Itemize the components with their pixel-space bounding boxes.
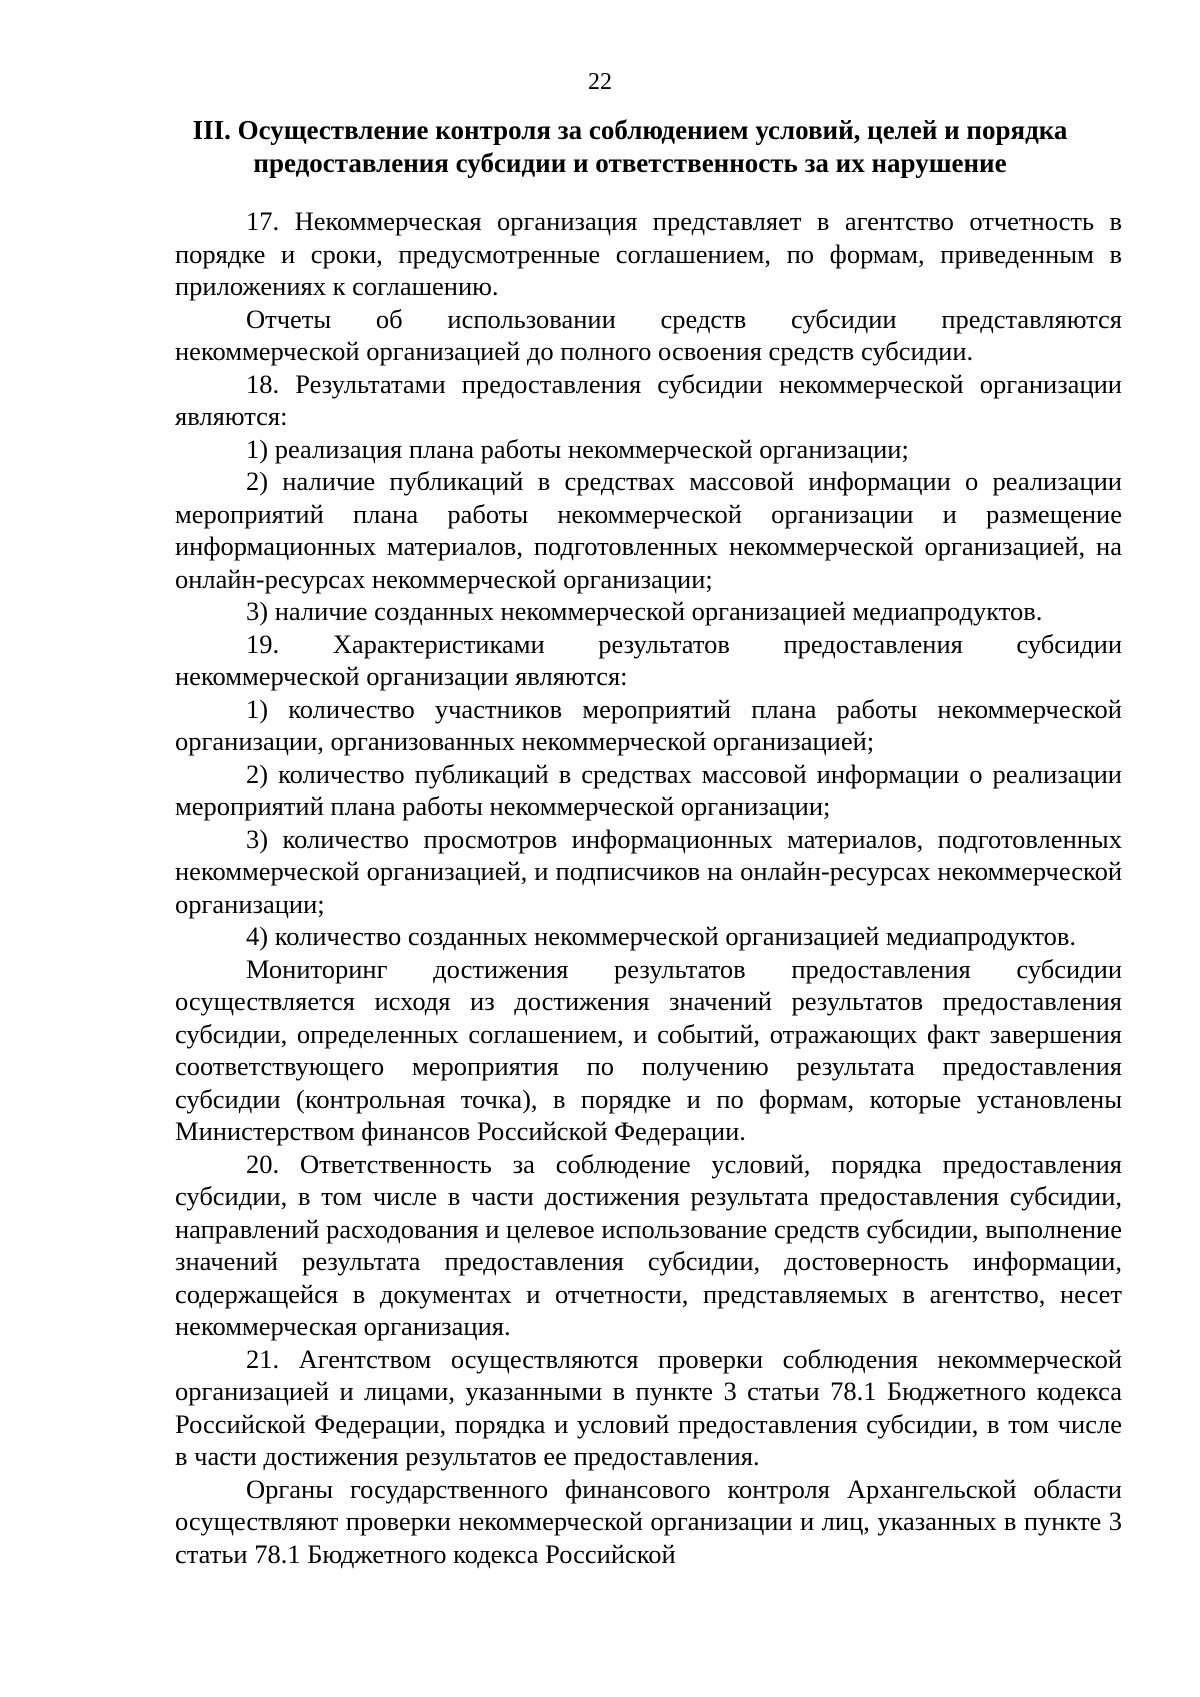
list-item-19-2: 2) количество публикаций в средствах массовой информации о реализации мероприятий плана работы некоммерческой организации; <box>175 758 1122 821</box>
paragraph-19: 19. Характеристиками результатов предоставления субсидии некоммерческой организации являются: <box>175 628 1122 691</box>
list-item-18-1: 1) реализация плана работы некоммерческой организации; <box>246 433 909 464</box>
section-heading <box>150 114 1110 180</box>
list-item-19-1: 1) количество участников мероприятий плана работы некоммерческой организации, организованных некоммерческой организацией; <box>175 693 1122 756</box>
paragraph-17: 17. Некоммерческая организация представляет в агентство отчетность в порядке и сроки, предусмотренные соглашением, по формам, приведенным в приложениях к соглашению. <box>175 206 1122 301</box>
paragraph-monitoring: Мониторинг достижения результатов предоставления субсидии осуществляется исходя из достижения значений результатов предоставления субсидии, определенных соглашением, и событий, отражающих факт завершения соответствующего мероприятия по получению результата предоставления субсидии (контрольная точка), в порядке и по формам, которые установлены Министерством финансов Российской Федерации. <box>175 953 1122 1146</box>
page-number: 22 <box>588 69 612 95</box>
paragraph-reports: Отчеты об использовании средств субсидии представляются некоммерческой организацией до полного освоения средств субсидии. <box>175 303 1122 366</box>
paragraph-18: 18. Результатами предоставления субсидии некоммерческой организации являются: <box>175 368 1122 431</box>
section-heading-line-2: предоставления субсидии и ответственность за их нарушение <box>253 148 1007 178</box>
list-item-19-4: 4) количество созданных некоммерческой организацией медиапродуктов. <box>246 921 1077 951</box>
section-heading-line-1: III. Осуществление контроля за соблюдением условий, целей и порядка <box>192 115 1068 145</box>
paragraph-20: 20. Ответственность за соблюдение условий, порядка предоставления субсидии, в том числе в части достижения результата предоставления субсидии, направлений расходования и целевое использование средств субсидии, выполнение значений результата предоставления субсидии, достоверность информации, содержащейся в документах и отчетности, представляемых в агентство, несет некоммерческая организация. <box>175 1148 1122 1341</box>
document-body <box>175 205 1122 1570</box>
list-item-19-3: 3) количество просмотров информационных материалов, подготовленных некоммерческой организацией, и подписчиков на онлайн-ресурсах некоммерческой организации; <box>175 823 1122 919</box>
list-item-18-3: 3) наличие созданных некоммерческой организацией медиапродуктов. <box>246 596 1043 626</box>
list-item-18-2: 2) наличие публикаций в средствах массовой информации о реализации мероприятий плана работы некоммерческой организации и размещение информационных материалов, подготовленных некоммерческой организацией, на онлайн-ресурсах некоммерческой организации; <box>175 466 1122 594</box>
paragraph-control-bodies: Органы государственного финансового контроля Архангельской области осуществляют проверки некоммерческой организации и лиц, указанных в пункте 3 статьи 78.1 Бюджетного кодекса Российской <box>175 1473 1122 1569</box>
paragraph-21: 21. Агентством осуществляются проверки соблюдения некоммерческой организацией и лицами, указанными в пункте 3 статьи 78.1 Бюджетного кодекса Российской Федерации, порядка и условий предоставления субсидии, в том числе в части достижения результатов ее предоставления. <box>175 1343 1122 1471</box>
